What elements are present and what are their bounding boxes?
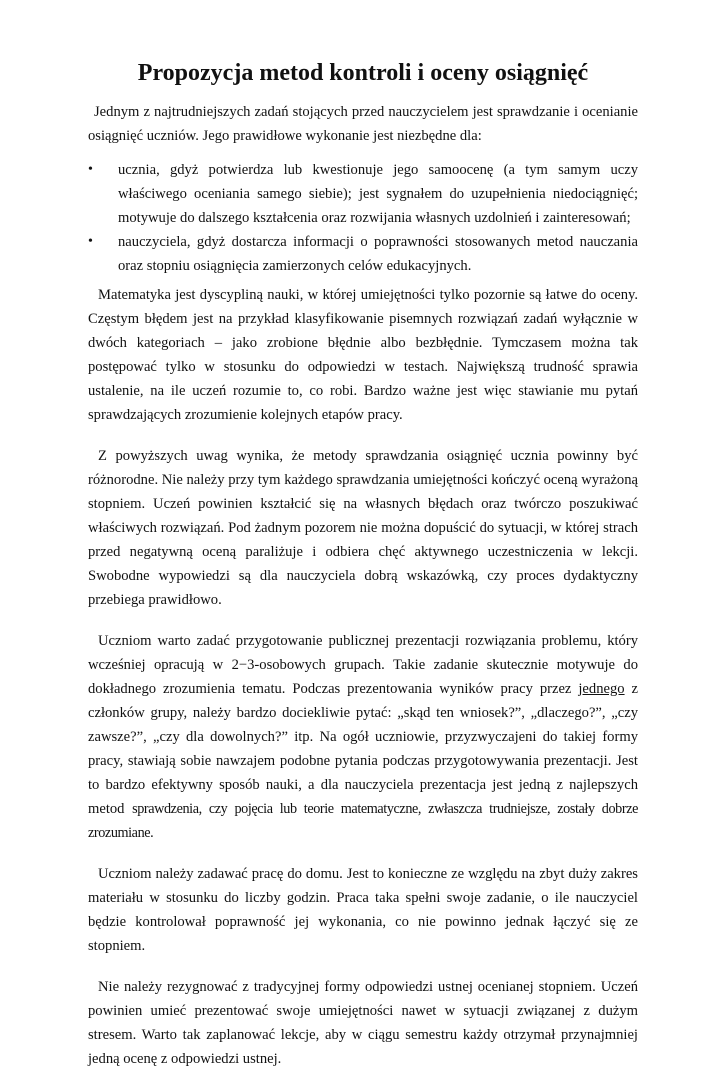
paragraph-text: Uczniom warto zadać przygotowanie publicznej prezentacji rozwiązania problemu, który wcześniej opracują w 2−3-osobowych grupach. Takie zadanie skutecznie motywuje do dokładnego zrozumienia tematu. Podczas prezentowania wyników pracy przez xyxy=(88,633,638,697)
bullet-text: nauczyciela, gdyż dostarcza informacji o poprawności stosowanych metod nauczania oraz stopniu osiągnięcia zamierzonych celów edukacyjnych. xyxy=(118,234,638,274)
list-item xyxy=(88,230,638,278)
bullet-list xyxy=(88,158,638,278)
paragraph-text: z członków grupy, należy bardzo dociekliwie pytać: „skąd ten wniosek?”, „dlaczego?”, „czy zawsze?”, „czy dla dowolnych?” itp. Na ogół uczniowie, przyzwyczajeni do takiej formy pracy, stawiają sobie nawzajem podobne pytania podczas przygotowywania prezentacji. Jest to bardzo efektywny sposób nauki, a dla nauczyciela prezentacja jest jedną z najlepszych metod xyxy=(88,681,638,817)
paragraph-methods: Z powyższych uwag wynika, że metody sprawdzania osiągnięć ucznia powinny być różnorodne. Nie należy przy tym każdego sprawdzania umiejętności kończyć oceną wyrażoną stopniem. Uczeń powinien kształcić się na własnych błędach oraz twórczo poszukiwać właściwych rozwiązań. Pod żadnym pozorem nie można dopuścić do sytuacji, w której strach przed negatywną oceną paraliżuje i odbiera chęć aktywnego uczestniczenia w lekcji. Swobodne wypowiedzi są dla nauczyciela dobrą wskazówką, czy proces dydaktyczny przebiega prawidłowo. xyxy=(88,448,638,608)
paragraph-mathematics: Matematyka jest dyscypliną nauki, w której umiejętności tylko pozornie są łatwe do oceny. Częstym błędem jest na przykład klasyfikowanie pisemnych rozwiązań zadań wyłącznie w dwóch kategoriach – jako zrobione błędnie albo bezbłędnie. Tymczasem można tak postępować tylko w stosunku do odpowiedzi w testach. Największą trudność sprawia ustalenie, na ile uczeń rozumie to, co robi. Bardzo ważne jest więc stawianie mu pytań sprawdzających zrozumienie kolejnych etapów pracy. xyxy=(88,287,638,423)
list-item xyxy=(88,158,638,230)
condensed-text: sprawdzenia, czy pojęcia lub teorie matematyczne, zwłaszcza trudniejsze, zostały dobrze zrozumiane. xyxy=(88,801,638,841)
paragraph-oral-answers: Nie należy rezygnować z tradycyjnej formy odpowiedzi ustnej ocenianej stopniem. Uczeń powinien umieć prezentować swoje umiejętności nawet w sytuacji związanej z dużym stresem. Warto tak zaplanować lekcje, aby w ciągu semestru każdy otrzymał przynajmniej jedną ocenę z odpowiedzi ustnej. xyxy=(88,979,638,1067)
bullet-icon: • xyxy=(88,162,93,177)
underlined-word: jednego xyxy=(578,681,625,697)
bullet-icon: • xyxy=(88,234,93,249)
paragraph-homework: Uczniom należy zadawać pracę do domu. Jest to konieczne ze względu na zbyt duży zakres materiału w stosunku do liczby godzin. Praca taka spełni swoje zadanie, o ile nauczyciel będzie kontrolował poprawność jej wykonania, co nie powinno jednak łączyć się ze stopniem. xyxy=(88,866,638,954)
intro-paragraph: Jednym z najtrudniejszych zadań stojących przed nauczycielem jest sprawdzanie i ocenianie osiągnięć uczniów. Jego prawidłowe wykonanie jest niezbędne dla: xyxy=(88,104,638,144)
document-title: Propozycja metod kontroli i oceny osiągnięć xyxy=(137,60,589,86)
bullet-text: ucznia, gdyż potwierdza lub kwestionuje jego samoocenę (a tym samym uczy właściwego oceniania samego siebie); jest sygnałem do uzupełnienia niedociągnięć; motywuje do dalszego kształcenia oraz rozwijania własnych uzdolnień i zainteresowań; xyxy=(118,162,638,226)
paragraph-presentation xyxy=(88,629,638,845)
